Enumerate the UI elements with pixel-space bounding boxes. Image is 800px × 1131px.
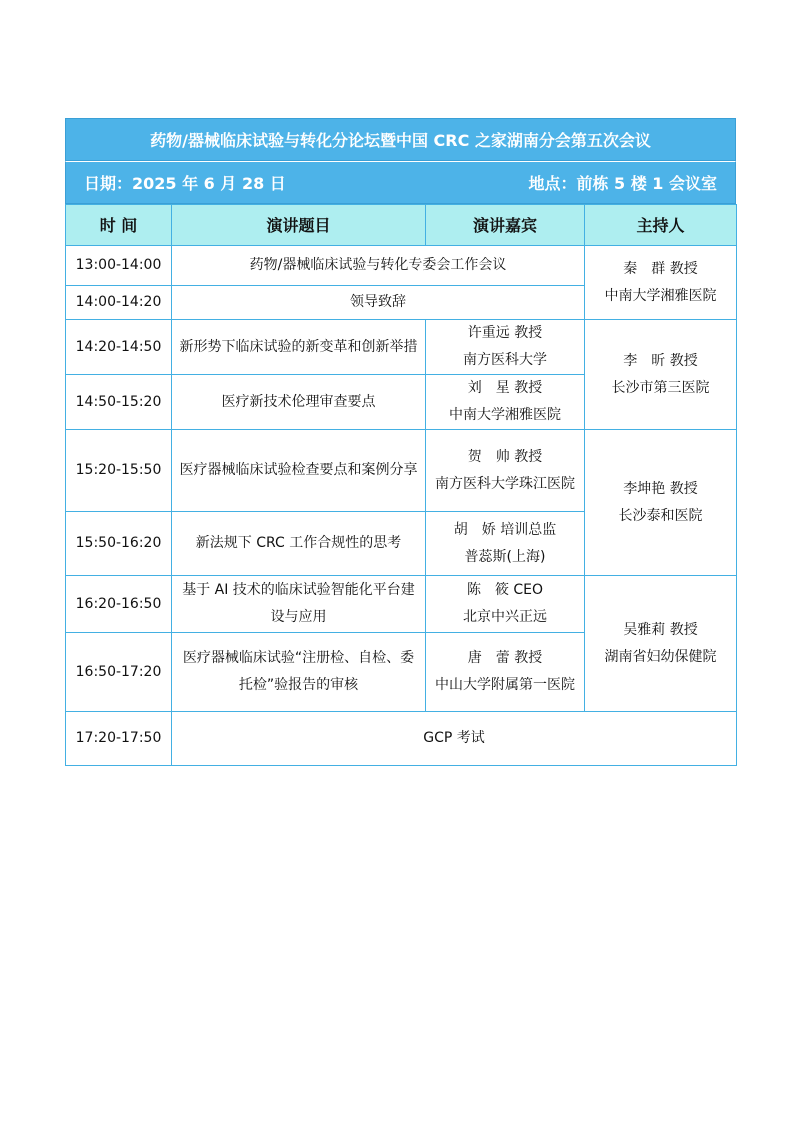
date-label: 日期：2025 年 6 月 28 日	[84, 174, 286, 193]
host-org: 长沙市第三医院	[611, 379, 710, 396]
table-row	[66, 320, 737, 375]
time-cell: 14:20-14:50	[66, 320, 172, 375]
host-cell	[585, 246, 737, 320]
speaker-name: 许重远 教授	[467, 325, 543, 341]
speaker-cell	[426, 633, 585, 712]
topic-cell: 医疗器械临床试验“注册检、自检、委托检”验报告的审核	[172, 633, 426, 712]
topic-cell: 医疗器械临床试验检查要点和案例分享	[172, 430, 426, 512]
speaker-cell	[426, 512, 585, 576]
table-row	[66, 576, 737, 633]
topic-cell: 医疗新技术伦理审查要点	[172, 375, 426, 430]
host-cell	[585, 576, 737, 712]
speaker-org: 南方医科大学	[463, 352, 547, 368]
agenda-sheet	[65, 118, 736, 766]
speaker-cell	[426, 375, 585, 430]
topic-cell: 新法规下 CRC 工作合规性的思考	[172, 512, 426, 576]
host-org: 湖南省妇幼保健院	[604, 648, 717, 665]
speaker-name: 胡 娇 培训总监	[453, 521, 557, 538]
host-name: 李坤艳 教授	[623, 480, 698, 497]
speaker-cell	[426, 320, 585, 375]
speaker-org: 中山大学附属第一医院	[435, 677, 575, 693]
speaker-name: 刘 星 教授	[467, 380, 543, 396]
table-row	[66, 430, 737, 512]
time-cell: 15:20-15:50	[66, 430, 172, 512]
speaker-org: 中南大学湘雅医院	[449, 407, 561, 423]
topic-cell: GCP 考试	[172, 712, 737, 766]
speaker-org: 北京中兴正远	[463, 609, 547, 625]
time-cell: 16:50-17:20	[66, 633, 172, 712]
time-cell: 14:50-15:20	[66, 375, 172, 430]
speaker-name: 唐 蕾 教授	[467, 650, 543, 666]
topic-cell: 药物/器械临床试验与转化专委会工作会议	[172, 246, 585, 286]
host-name: 吴雅莉 教授	[623, 621, 698, 638]
col-header-speaker: 演讲嘉宾	[426, 205, 585, 246]
topic-cell: 领导致辞	[172, 286, 585, 320]
time-cell: 17:20-17:50	[66, 712, 172, 766]
time-cell: 15:50-16:20	[66, 512, 172, 576]
host-org: 长沙泰和医院	[618, 507, 703, 524]
table-row	[66, 246, 737, 286]
col-header-host: 主持人	[585, 205, 737, 246]
agenda-table	[65, 204, 737, 766]
speaker-cell	[426, 576, 585, 633]
host-name: 秦 群 教授	[623, 260, 698, 277]
time-cell: 16:20-16:50	[66, 576, 172, 633]
speaker-cell	[426, 430, 585, 512]
agenda-title: 药物/器械临床试验与转化分论坛暨中国 CRC 之家湖南分会第五次会议	[65, 118, 736, 161]
time-cell: 13:00-14:00	[66, 246, 172, 286]
table-header-row	[66, 205, 737, 246]
speaker-name: 贺 帅 教授	[467, 448, 543, 465]
speaker-name: 陈 筱 CEO	[466, 582, 544, 598]
topic-cell: 新形势下临床试验的新变革和创新举措	[172, 320, 426, 375]
host-cell	[585, 320, 737, 430]
time-cell: 14:00-14:20	[66, 286, 172, 320]
host-name: 李 昕 教授	[623, 352, 698, 369]
info-bar	[65, 161, 736, 204]
col-header-topic: 演讲题目	[172, 205, 426, 246]
host-org: 中南大学湘雅医院	[604, 287, 717, 304]
topic-cell: 基于 AI 技术的临床试验智能化平台建设与应用	[172, 576, 426, 633]
speaker-org: 普蕊斯(上海)	[464, 548, 546, 565]
col-header-time: 时 间	[66, 205, 172, 246]
speaker-org: 南方医科大学珠江医院	[435, 475, 575, 492]
location-label: 地点：前栋 5 楼 1 会议室	[528, 174, 717, 193]
host-cell	[585, 430, 737, 576]
table-row	[66, 712, 737, 766]
